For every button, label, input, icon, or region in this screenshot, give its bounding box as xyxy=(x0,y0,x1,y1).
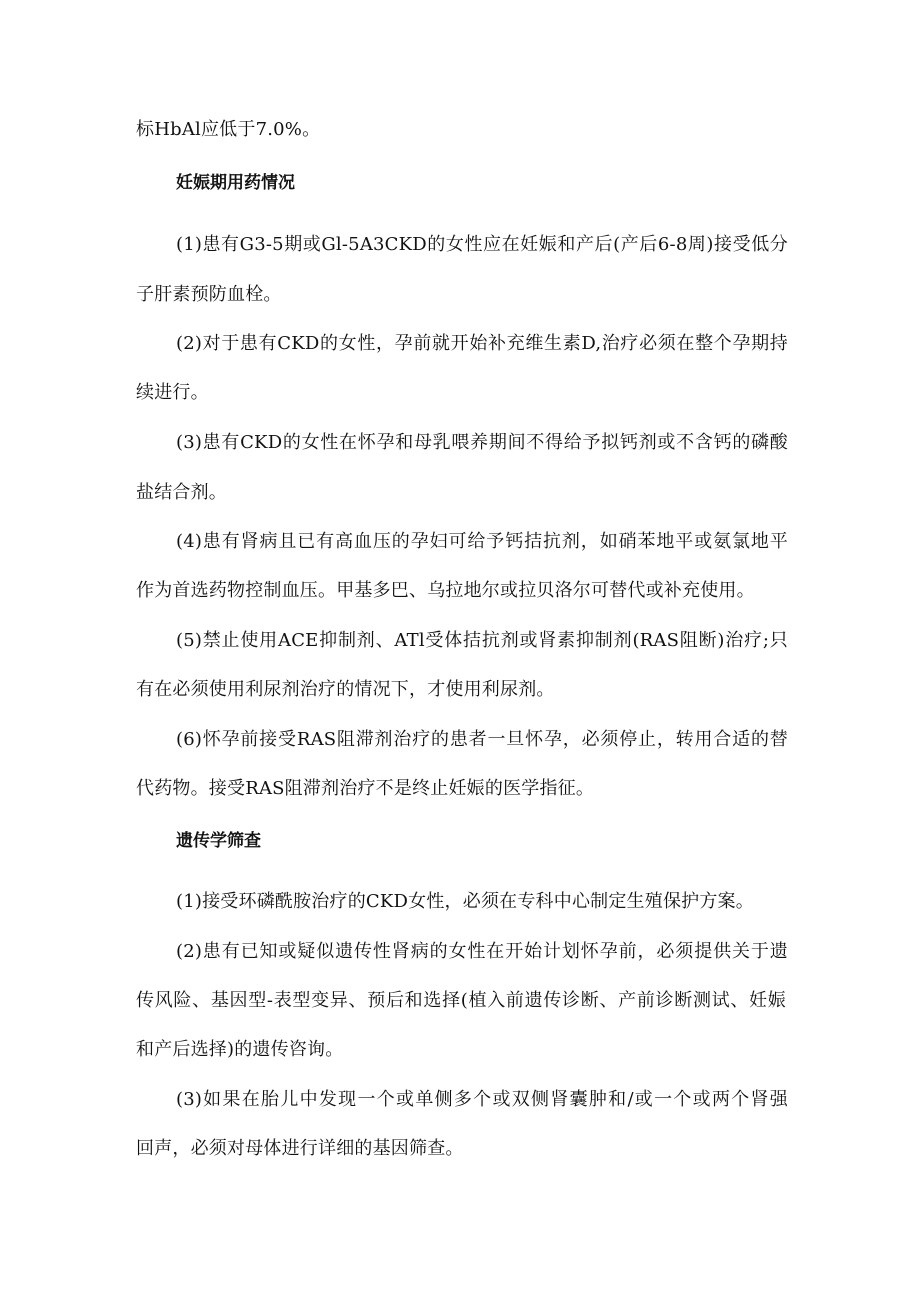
list-item-line: 作为首选药物控制血压。甲基多巴、乌拉地尔或拉贝洛尔可替代或补充使用。 xyxy=(136,580,755,601)
list-item-line: 有在必须使用利尿剂治疗的情况下，才使用利尿剂。 xyxy=(136,679,555,700)
section-heading-medication: 妊娠期用药情况 xyxy=(176,173,295,193)
list-item-line: (2)对于患有CKD的女性，孕前就开始补充维生素D,治疗必须在整个孕期持 xyxy=(176,333,788,354)
section-heading-genetic-screening: 遗传学筛查 xyxy=(176,831,261,851)
list-item-line: (5)禁止使用ACE抑制剂、ATl受体拮抗剂或肾素抑制剂(RAS阻断)治疗;只 xyxy=(176,630,788,651)
list-item-line: 和产后选择)的遗传咨询。 xyxy=(136,1039,344,1060)
list-item-line: (3)如果在胎儿中发现一个或单侧多个或双侧肾囊肿和/或一个或两个肾强 xyxy=(176,1089,788,1110)
list-item-line: (2)患有已知或疑似遗传性肾病的女性在开始计划怀孕前，必须提供关于遗 xyxy=(176,941,788,962)
list-item-line: (1)患有G3-5期或Gl-5A3CKD的女性应在妊娠和产后(产后6-8周)接受低分 xyxy=(176,234,788,255)
list-item-line: 盐结合剂。 xyxy=(136,482,227,503)
list-item-line: (4)患有肾病且已有高血压的孕妇可给予钙拮抗剂，如硝苯地平或氨氯地平 xyxy=(176,531,788,552)
list-item-line: 子肝素预防血栓。 xyxy=(136,284,282,305)
list-item-line: 续进行。 xyxy=(136,382,209,403)
list-item-line: (3)患有CKD的女性在怀孕和母乳喂养期间不得给予拟钙剂或不含钙的磷酸 xyxy=(176,432,788,453)
list-item-line: 代药物。接受RAS阻滞剂治疗不是终止妊娠的医学指征。 xyxy=(136,778,595,799)
paragraph-continuation: 标HbAl应低于7.0%。 xyxy=(136,119,321,140)
list-item-line: 回声，必须对母体进行详细的基因筛查。 xyxy=(136,1138,464,1159)
list-item-line: (1)接受环磷酰胺治疗的CKD女性，必须在专科中心制定生殖保护方案。 xyxy=(176,891,754,912)
list-item-line: (6)怀孕前接受RAS阻滞剂治疗的患者一旦怀孕，必须停止，转用合适的替 xyxy=(176,729,788,750)
list-item-line: 传风险、基因型-表型变异、预后和选择(植入前遗传诊断、产前诊断测试、妊娠 xyxy=(136,990,786,1011)
